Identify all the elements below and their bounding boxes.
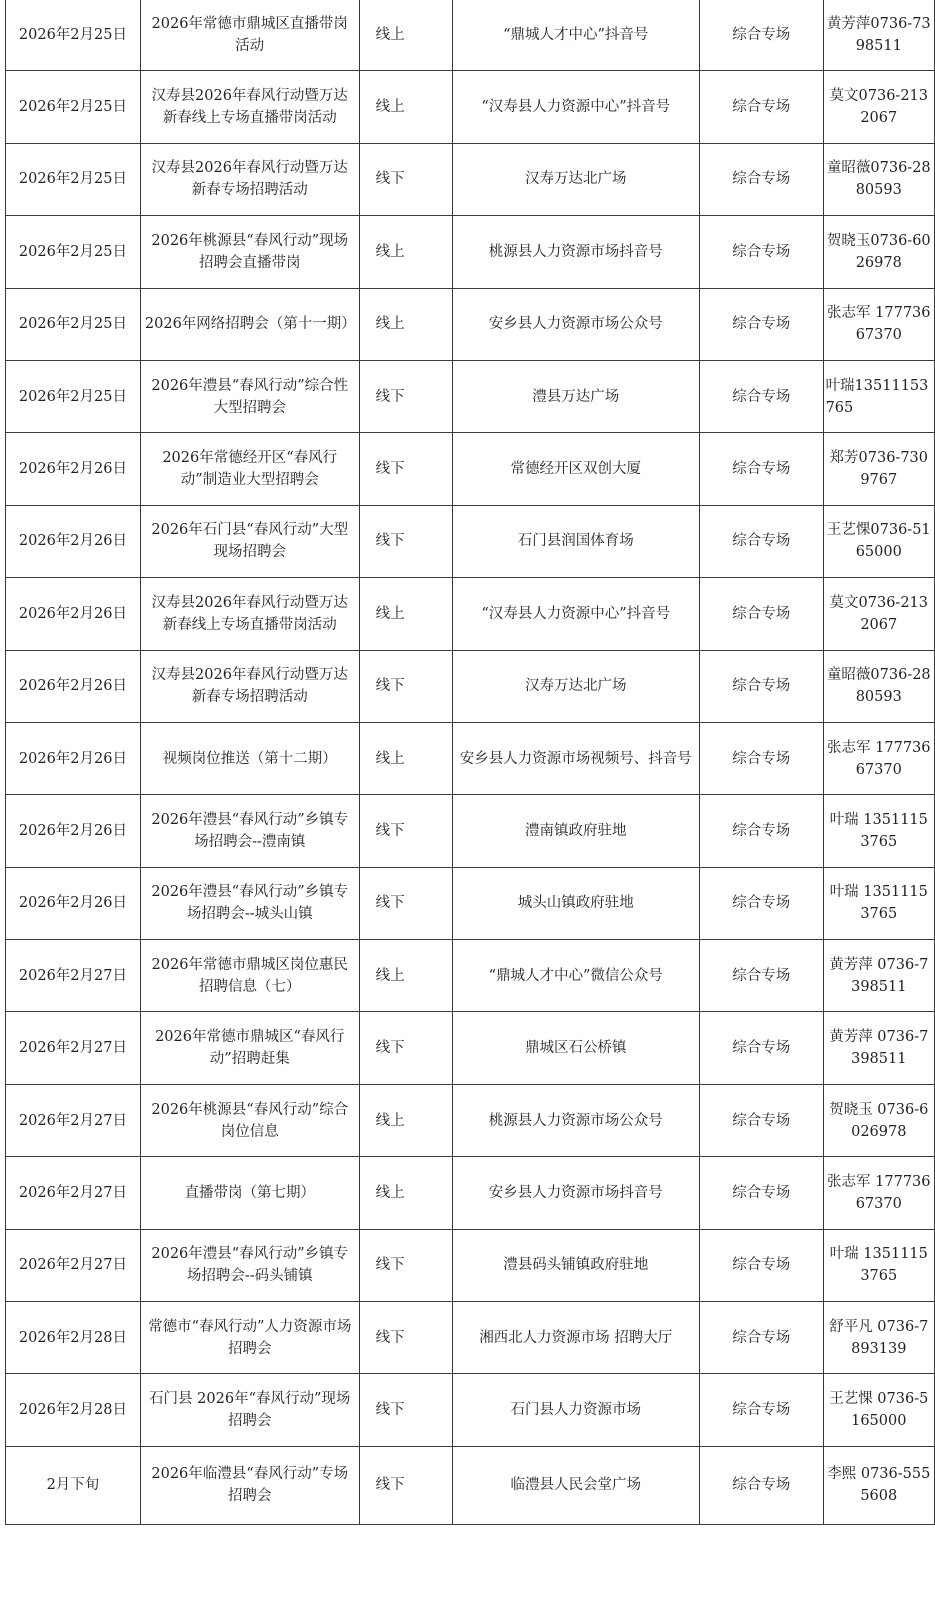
contact-cell: 李熙 0736-5555608 — [823, 1446, 934, 1524]
venue-cell: 澧南镇政府驻地 — [452, 795, 699, 867]
contact-cell: 张志军 17773667370 — [823, 288, 934, 360]
table-row — [6, 505, 935, 577]
venue-cell: 汉寿万达北广场 — [452, 650, 699, 722]
type-cell: 综合专场 — [699, 1302, 823, 1374]
mode-cell: 线上 — [359, 578, 452, 650]
type-cell: 综合专场 — [699, 722, 823, 794]
contact-cell: 张志军 17773667370 — [823, 722, 934, 794]
mode-cell: 线下 — [359, 1374, 452, 1446]
table-row — [6, 433, 935, 505]
mode-cell: 线下 — [359, 1446, 452, 1524]
event-name-cell: 2026年澧县“春风行动”乡镇专场招聘会--码头铺镇 — [140, 1229, 359, 1301]
table-row — [6, 867, 935, 939]
type-cell: 综合专场 — [699, 216, 823, 288]
mode-cell: 线下 — [359, 650, 452, 722]
event-name-cell: 2026年石门县“春风行动”大型现场招聘会 — [140, 505, 359, 577]
type-cell: 综合专场 — [699, 795, 823, 867]
date-cell: 2026年2月27日 — [6, 1012, 141, 1084]
type-cell: 综合专场 — [699, 1446, 823, 1524]
event-name-cell: 2026年澧县“春风行动”乡镇专场招聘会--城头山镇 — [140, 867, 359, 939]
table-row — [6, 1302, 935, 1374]
table-row — [6, 216, 935, 288]
table-row — [6, 795, 935, 867]
contact-cell: 黄芳萍0736-7398511 — [823, 0, 934, 71]
venue-cell: 城头山镇政府驻地 — [452, 867, 699, 939]
table-row — [6, 1446, 935, 1524]
date-cell: 2026年2月25日 — [6, 288, 141, 360]
contact-cell: 叶瑞 13511153765 — [823, 795, 934, 867]
date-cell: 2026年2月27日 — [6, 1157, 141, 1229]
type-cell: 综合专场 — [699, 867, 823, 939]
venue-cell: 安乡县人力资源市场视频号、抖音号 — [452, 722, 699, 794]
type-cell: 综合专场 — [699, 288, 823, 360]
contact-cell: 叶瑞13511153765 — [823, 360, 934, 432]
table-row — [6, 0, 935, 71]
type-cell: 综合专场 — [699, 1157, 823, 1229]
venue-cell: 安乡县人力资源市场抖音号 — [452, 1157, 699, 1229]
mode-cell: 线下 — [359, 1302, 452, 1374]
date-cell: 2026年2月25日 — [6, 71, 141, 143]
date-cell: 2026年2月27日 — [6, 1229, 141, 1301]
type-cell: 综合专场 — [699, 143, 823, 215]
mode-cell: 线下 — [359, 433, 452, 505]
event-name-cell: 2026年桃源县“春风行动”综合岗位信息 — [140, 1084, 359, 1156]
type-cell: 综合专场 — [699, 1374, 823, 1446]
event-name-cell: 2026年澧县“春风行动”综合性大型招聘会 — [140, 360, 359, 432]
mode-cell: 线上 — [359, 722, 452, 794]
contact-cell: 叶瑞 13511153765 — [823, 1229, 934, 1301]
date-cell: 2026年2月26日 — [6, 578, 141, 650]
contact-cell: 莫文0736-2132067 — [823, 71, 934, 143]
mode-cell: 线下 — [359, 867, 452, 939]
venue-cell: 石门县润国体育场 — [452, 505, 699, 577]
mode-cell: 线上 — [359, 0, 452, 71]
date-cell: 2026年2月26日 — [6, 795, 141, 867]
date-cell: 2026年2月25日 — [6, 360, 141, 432]
event-name-cell: 直播带岗（第七期） — [140, 1157, 359, 1229]
venue-cell: 常德经开区双创大厦 — [452, 433, 699, 505]
table-row — [6, 578, 935, 650]
mode-cell: 线下 — [359, 1012, 452, 1084]
event-name-cell: 2026年澧县“春风行动”乡镇专场招聘会--澧南镇 — [140, 795, 359, 867]
contact-cell: 童昭薇0736-2880593 — [823, 650, 934, 722]
date-cell: 2026年2月28日 — [6, 1374, 141, 1446]
contact-cell: 黄芳萍 0736-7398511 — [823, 1012, 934, 1084]
contact-cell: 张志军 17773667370 — [823, 1157, 934, 1229]
mode-cell: 线下 — [359, 143, 452, 215]
table-row — [6, 1229, 935, 1301]
venue-cell: 澧县万达广场 — [452, 360, 699, 432]
venue-cell: “汉寿县人力资源中心”抖音号 — [452, 71, 699, 143]
table-row — [6, 360, 935, 432]
venue-cell: 临澧县人民会堂广场 — [452, 1446, 699, 1524]
table-row — [6, 143, 935, 215]
table-row — [6, 1157, 935, 1229]
venue-cell: “鼎城人才中心”微信公众号 — [452, 940, 699, 1012]
mode-cell: 线上 — [359, 1157, 452, 1229]
contact-cell: 莫文0736-2132067 — [823, 578, 934, 650]
date-cell: 2月下旬 — [6, 1446, 141, 1524]
date-cell: 2026年2月26日 — [6, 867, 141, 939]
venue-cell: 石门县人力资源市场 — [452, 1374, 699, 1446]
date-cell: 2026年2月28日 — [6, 1302, 141, 1374]
date-cell: 2026年2月25日 — [6, 0, 141, 71]
contact-cell: 郑芳0736-7309767 — [823, 433, 934, 505]
event-name-cell: 2026年桃源县“春风行动”现场招聘会直播带岗 — [140, 216, 359, 288]
event-name-cell: 2026年网络招聘会（第十一期） — [140, 288, 359, 360]
date-cell: 2026年2月25日 — [6, 216, 141, 288]
type-cell: 综合专场 — [699, 1012, 823, 1084]
table-row — [6, 1374, 935, 1446]
table-row — [6, 722, 935, 794]
event-name-cell: 视频岗位推送（第十二期） — [140, 722, 359, 794]
event-name-cell: 常德市“春风行动”人力资源市场招聘会 — [140, 1302, 359, 1374]
contact-cell: 舒平凡 0736-7893139 — [823, 1302, 934, 1374]
date-cell: 2026年2月27日 — [6, 1084, 141, 1156]
event-name-cell: 2026年常德市鼎城区岗位惠民招聘信息（七） — [140, 940, 359, 1012]
type-cell: 综合专场 — [699, 578, 823, 650]
contact-cell: 叶瑞 13511153765 — [823, 867, 934, 939]
venue-cell: 鼎城区石公桥镇 — [452, 1012, 699, 1084]
table-row — [6, 288, 935, 360]
date-cell: 2026年2月26日 — [6, 505, 141, 577]
date-cell: 2026年2月26日 — [6, 722, 141, 794]
venue-cell: “汉寿县人力资源中心”抖音号 — [452, 578, 699, 650]
venue-cell: 汉寿万达北广场 — [452, 143, 699, 215]
mode-cell: 线下 — [359, 505, 452, 577]
venue-cell: 湘西北人力资源市场 招聘大厅 — [452, 1302, 699, 1374]
table-row — [6, 71, 935, 143]
event-name-cell: 石门县 2026年“春风行动”现场招聘会 — [140, 1374, 359, 1446]
contact-cell: 王艺惈 0736-5165000 — [823, 1374, 934, 1446]
type-cell: 综合专场 — [699, 360, 823, 432]
date-cell: 2026年2月27日 — [6, 940, 141, 1012]
type-cell: 综合专场 — [699, 0, 823, 71]
contact-cell: 黄芳萍 0736-7398511 — [823, 940, 934, 1012]
mode-cell: 线上 — [359, 1084, 452, 1156]
table-row — [6, 1012, 935, 1084]
mode-cell: 线上 — [359, 216, 452, 288]
date-cell: 2026年2月26日 — [6, 433, 141, 505]
type-cell: 综合专场 — [699, 505, 823, 577]
table-row — [6, 650, 935, 722]
mode-cell: 线下 — [359, 1229, 452, 1301]
type-cell: 综合专场 — [699, 433, 823, 505]
type-cell: 综合专场 — [699, 940, 823, 1012]
contact-cell: 贺晓玉0736-6026978 — [823, 216, 934, 288]
type-cell: 综合专场 — [699, 1084, 823, 1156]
type-cell: 综合专场 — [699, 71, 823, 143]
event-name-cell: 汉寿县2026年春风行动暨万达新春专场招聘活动 — [140, 650, 359, 722]
type-cell: 综合专场 — [699, 1229, 823, 1301]
event-name-cell: 2026年常德市鼎城区直播带岗活动 — [140, 0, 359, 71]
contact-cell: 王艺惈0736-5165000 — [823, 505, 934, 577]
event-name-cell: 2026年常德经开区“春风行动”制造业大型招聘会 — [140, 433, 359, 505]
event-name-cell: 2026年临澧县“春风行动”专场招聘会 — [140, 1446, 359, 1524]
venue-cell: 桃源县人力资源市场抖音号 — [452, 216, 699, 288]
event-name-cell: 汉寿县2026年春风行动暨万达新春线上专场直播带岗活动 — [140, 578, 359, 650]
event-name-cell: 汉寿县2026年春风行动暨万达新春线上专场直播带岗活动 — [140, 71, 359, 143]
venue-cell: “鼎城人才中心”抖音号 — [452, 0, 699, 71]
mode-cell: 线下 — [359, 795, 452, 867]
job-fair-schedule-table — [5, 0, 935, 1525]
event-name-cell: 2026年常德市鼎城区“春风行动”招聘赶集 — [140, 1012, 359, 1084]
mode-cell: 线上 — [359, 288, 452, 360]
mode-cell: 线上 — [359, 71, 452, 143]
table-row — [6, 1084, 935, 1156]
venue-cell: 安乡县人力资源市场公众号 — [452, 288, 699, 360]
table-body — [6, 0, 935, 1524]
mode-cell: 线上 — [359, 940, 452, 1012]
event-name-cell: 汉寿县2026年春风行动暨万达新春专场招聘活动 — [140, 143, 359, 215]
date-cell: 2026年2月25日 — [6, 143, 141, 215]
venue-cell: 澧县码头铺镇政府驻地 — [452, 1229, 699, 1301]
contact-cell: 贺晓玉 0736-6026978 — [823, 1084, 934, 1156]
mode-cell: 线下 — [359, 360, 452, 432]
date-cell: 2026年2月26日 — [6, 650, 141, 722]
contact-cell: 童昭薇0736-2880593 — [823, 143, 934, 215]
table-row — [6, 940, 935, 1012]
type-cell: 综合专场 — [699, 650, 823, 722]
venue-cell: 桃源县人力资源市场公众号 — [452, 1084, 699, 1156]
